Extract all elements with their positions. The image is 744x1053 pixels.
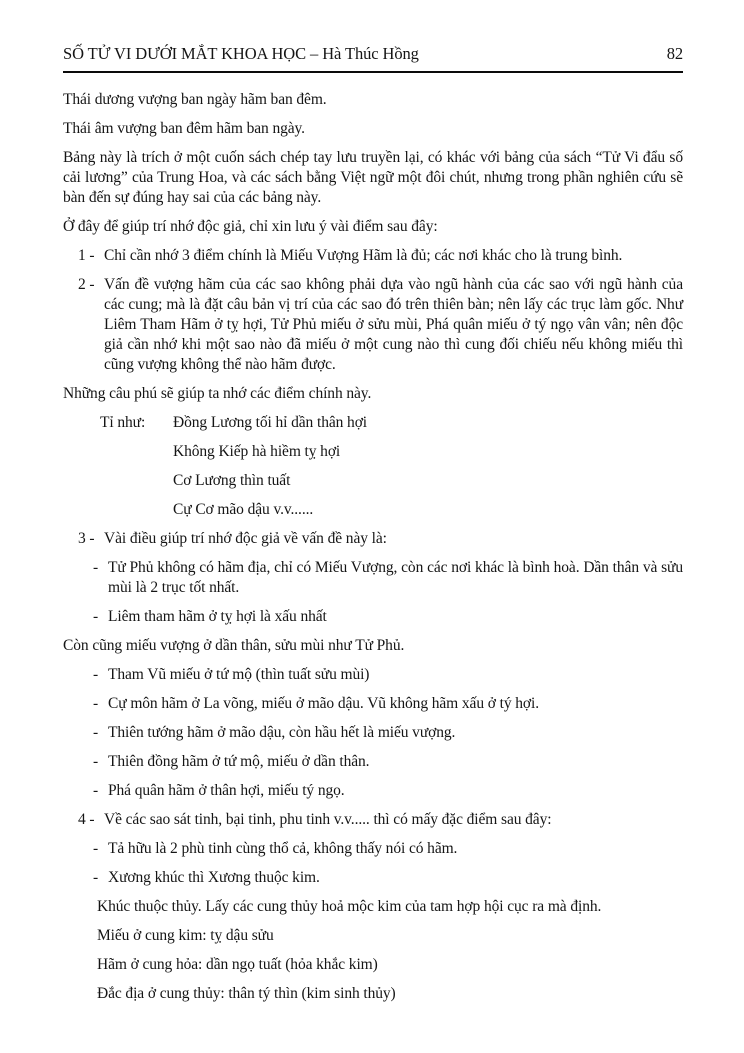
indented-line: Đắc địa ở cung thủy: thân tý thìn (kim sinh thủy) (97, 985, 396, 1002)
dash-marker: - (93, 782, 99, 799)
paragraph: Thái âm vượng ban đêm hãm ban ngày. (63, 120, 305, 137)
example-label: Tỉ như: (100, 414, 146, 431)
item-number: 2 - (78, 276, 95, 293)
dash-marker: - (93, 559, 99, 576)
item-number: 3 - (78, 530, 95, 547)
dash-bullet-item (93, 558, 683, 598)
item-text: Về các sao sát tinh, bại tinh, phu tinh v.v..... thì có mấy đặc điểm sau đây: (104, 811, 552, 828)
item-text: Cự môn hãm ở La võng, miếu ở mão dậu. Vũ không hãm xấu ở tý hợi. (108, 695, 539, 712)
indented-line: Khúc thuộc thủy. Lấy các cung thủy hoả mộc kim của tam hợp hội cục ra mà định. (97, 898, 602, 915)
item-text: Tham Vũ miếu ở tứ mộ (thìn tuất sửu mùi) (108, 666, 370, 683)
dash-marker: - (93, 695, 99, 712)
verse-line: Cơ Lương thìn tuất (173, 472, 291, 489)
indented-line: Hãm ở cung hỏa: dần ngọ tuất (hỏa khắc kim) (97, 956, 378, 973)
numbered-item (78, 246, 683, 266)
item-number: 4 - (78, 811, 95, 828)
item-text: Phá quân hãm ở thân hợi, miếu tý ngọ. (108, 782, 345, 799)
paragraph: Những câu phú sẽ giúp ta nhớ các điểm chính này. (63, 385, 372, 402)
verse-line: Đồng Lương tối hỉ dần thân hợi (173, 414, 367, 431)
verse-line: Không Kiếp hà hiềm tỵ hợi (173, 443, 341, 460)
dash-marker: - (93, 724, 99, 741)
paragraph: Bảng này là trích ở một cuốn sách chép tay lưu truyền lại, có khác với bảng của sách “Tử Vi đẩu số cải lương” của Trung Hoa, và các sách bằng Việt ngữ một đôi chút, nhưng trong phần nghiên cứu sẽ bàn đến sự đúng hay sai của các bảng này. (63, 149, 683, 206)
paragraph: Ở đây để giúp trí nhớ độc giả, chỉ xin lưu ý vài điểm sau đây: (63, 218, 438, 235)
dash-bullet-item (93, 694, 683, 714)
item-text: Chỉ cần nhớ 3 điểm chính là Miếu Vượng Hãm là đủ; các nơi khác cho là trung bình. (104, 247, 623, 264)
page-header (63, 44, 683, 73)
dash-marker: - (93, 666, 99, 683)
dash-bullet-item (93, 665, 683, 685)
dash-bullet-item (93, 839, 683, 859)
book-title: SỐ TỬ VI DƯỚI MẮT KHOA HỌC – Hà Thúc Hồng (63, 44, 419, 63)
page-number: 82 (666, 44, 683, 63)
dash-marker: - (93, 840, 99, 857)
numbered-item (78, 275, 683, 375)
dash-marker: - (93, 753, 99, 770)
paragraph: Thái dương vượng ban ngày hãm ban đêm. (63, 91, 327, 108)
item-number: 1 - (78, 247, 95, 264)
item-text: Tả hữu là 2 phù tinh cùng thổ cả, không thấy nói có hãm. (108, 840, 458, 857)
dash-bullet-item (93, 723, 683, 743)
numbered-item (78, 810, 683, 830)
verse-line: Cự Cơ mão dậu v.v...... (173, 501, 314, 518)
example-row (100, 413, 683, 433)
dash-bullet-item (93, 781, 683, 801)
dash-marker: - (93, 608, 99, 625)
item-text: Tử Phủ không có hãm địa, chỉ có Miếu Vượng, còn các nơi khác là bình hoà. Dần thân và sửu mùi là 2 trục tốt nhất. (108, 559, 683, 596)
dash-bullet-item (93, 752, 683, 772)
dash-bullet-item (93, 868, 683, 888)
paragraph: Còn cũng miếu vượng ở dần thân, sửu mùi như Tử Phủ. (63, 637, 405, 654)
item-text: Thiên đồng hãm ở tứ mộ, miếu ở dần thân. (108, 753, 370, 770)
dash-bullet-item (93, 607, 683, 627)
item-text: Thiên tướng hãm ở mão dậu, còn hầu hết là miếu vượng. (108, 724, 456, 741)
item-text: Xương khúc thì Xương thuộc kim. (108, 869, 320, 886)
indented-line: Miếu ở cung kim: tỵ dậu sửu (97, 927, 274, 944)
numbered-item (78, 529, 683, 549)
item-text: Liêm tham hãm ở tỵ hợi là xấu nhất (108, 608, 327, 625)
item-text: Vài điều giúp trí nhớ độc giả về vấn đề này là: (104, 530, 387, 547)
dash-marker: - (93, 869, 99, 886)
item-text: Vấn đề vượng hãm của các sao không phải dựa vào ngũ hành của các sao với ngũ hành của các cung; mà là đặt câu bản vị trí của các sao đó trên thiên bàn; nên lấy các trục làm gốc. Như Liêm Tham Hãm ở tỵ hợi, Tử Phủ miếu ở sửu mùi, Phá quân miếu ở tý ngọ vân vân; nên độc giả cần nhớ khi một sao nào đã miếu ở một cung nào thì cung đối chiếu nếu không miếu thì cũng vượng không thể nào hãm được. (104, 276, 683, 373)
